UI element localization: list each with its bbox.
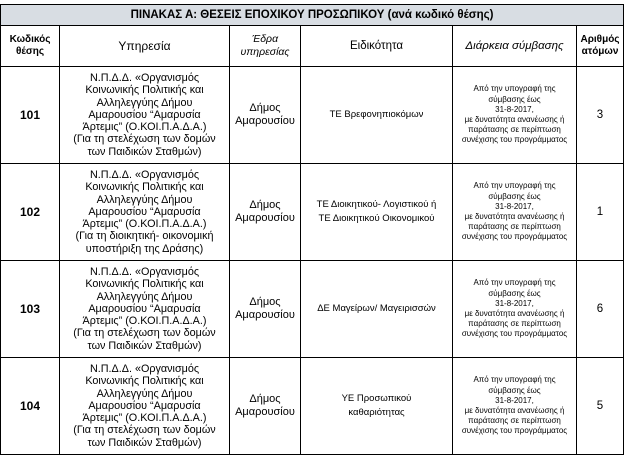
cell-service: Ν.Π.Δ.Δ. «Οργανισμός Κοινωνικής Πολιτικής και Αλληλεγγύης Δήμου Αμαρουσίου “Αμαρυσία Άρτεμις” (Ο.ΚΟΙ.Π.Α.Δ.Α.) (Για τη στελέχωση των δομών των Παιδικών Σταθμών)	[60, 261, 230, 358]
cell-duration: Από την υπογραφή της σύμβασης έως 31-8-2017, με δυνατότητα ανανέωσης ή παράτασης σε περίπτωση συνέχισης του προγράμματος	[453, 261, 577, 358]
cell-seat: Δήμος Αμαρουσίου	[230, 358, 301, 455]
header-seat: Έδρα υπηρεσίας	[230, 26, 301, 67]
cell-seat: Δήμος Αμαρουσίου	[230, 67, 301, 164]
cell-code: 102	[1, 164, 60, 261]
table-row	[1, 164, 624, 261]
header-count: Αριθμός ατόμων	[577, 26, 624, 67]
cell-duration: Από την υπογραφή της σύμβασης έως 31-8-2017, με δυνατότητα ανανέωσης ή παράτασης σε περίπτωση συνέχισης του προγράμματος	[453, 164, 577, 261]
table-title: ΠΙΝΑΚΑΣ Α: ΘΕΣΕΙΣ ΕΠΟΧΙΚΟΥ ΠΡΟΣΩΠΙΚΟΥ (ανά κωδικό θέσης)	[1, 5, 624, 26]
cell-code: 104	[1, 358, 60, 455]
cell-seat: Δήμος Αμαρουσίου	[230, 164, 301, 261]
cell-code: 101	[1, 67, 60, 164]
cell-count: 1	[577, 164, 624, 261]
table-title-row	[1, 5, 624, 26]
cell-service: Ν.Π.Δ.Δ. «Οργανισμός Κοινωνικής Πολιτικής και Αλληλεγγύης Δήμου Αμαρουσίου “Αμαρυσία Άρτεμις” (Ο.ΚΟΙ.Π.Α.Δ.Α.) (Για τη διοικητική- οικονομική υποστήριξη της Δράσης)	[60, 164, 230, 261]
table-row	[1, 358, 624, 455]
cell-duration: Από την υπογραφή της σύμβασης έως 31-8-2017, με δυνατότητα ανανέωσης ή παράτασης σε περίπτωση συνέχισης του προγράμματος	[453, 358, 577, 455]
cell-seat: Δήμος Αμαρουσίου	[230, 261, 301, 358]
table-header-row	[1, 26, 624, 67]
cell-specialty: ΤΕ Διοικητικού- Λογιστικού ή ΤΕ Διοικητικού Οικονομικού	[301, 164, 453, 261]
cell-specialty: ΥΕ Προσωπικού καθαριότητας	[301, 358, 453, 455]
header-service: Υπηρεσία	[60, 26, 230, 67]
positions-table	[0, 4, 624, 455]
table-row	[1, 261, 624, 358]
header-code: Κωδικός θέσης	[1, 26, 60, 67]
cell-count: 3	[577, 67, 624, 164]
cell-code: 103	[1, 261, 60, 358]
cell-service: Ν.Π.Δ.Δ. «Οργανισμός Κοινωνικής Πολιτικής και Αλληλεγγύης Δήμου Αμαρουσίου “Αμαρυσία Άρτεμις” (Ο.ΚΟΙ.Π.Α.Δ.Α.) (Για τη στελέχωση των δομών των Παιδικών Σταθμών)	[60, 358, 230, 455]
header-specialty: Ειδικότητα	[301, 26, 453, 67]
cell-service: Ν.Π.Δ.Δ. «Οργανισμός Κοινωνικής Πολιτικής και Αλληλεγγύης Δήμου Αμαρουσίου “Αμαρυσία Άρτεμις” (Ο.ΚΟΙ.Π.Α.Δ.Α.) (Για τη στελέχωση των δομών των Παιδικών Σταθμών)	[60, 67, 230, 164]
cell-duration: Από την υπογραφή της σύμβασης έως 31-8-2017, με δυνατότητα ανανέωσης ή παράτασης σε περίπτωση συνέχισης του προγράμματος	[453, 67, 577, 164]
table-row	[1, 67, 624, 164]
cell-specialty: ΤΕ Βρεφονηπιοκόμων	[301, 67, 453, 164]
cell-count: 5	[577, 358, 624, 455]
header-duration: Διάρκεια σύμβασης	[453, 26, 577, 67]
cell-specialty: ΔΕ Μαγείρων/ Μαγειρισσών	[301, 261, 453, 358]
cell-count: 6	[577, 261, 624, 358]
